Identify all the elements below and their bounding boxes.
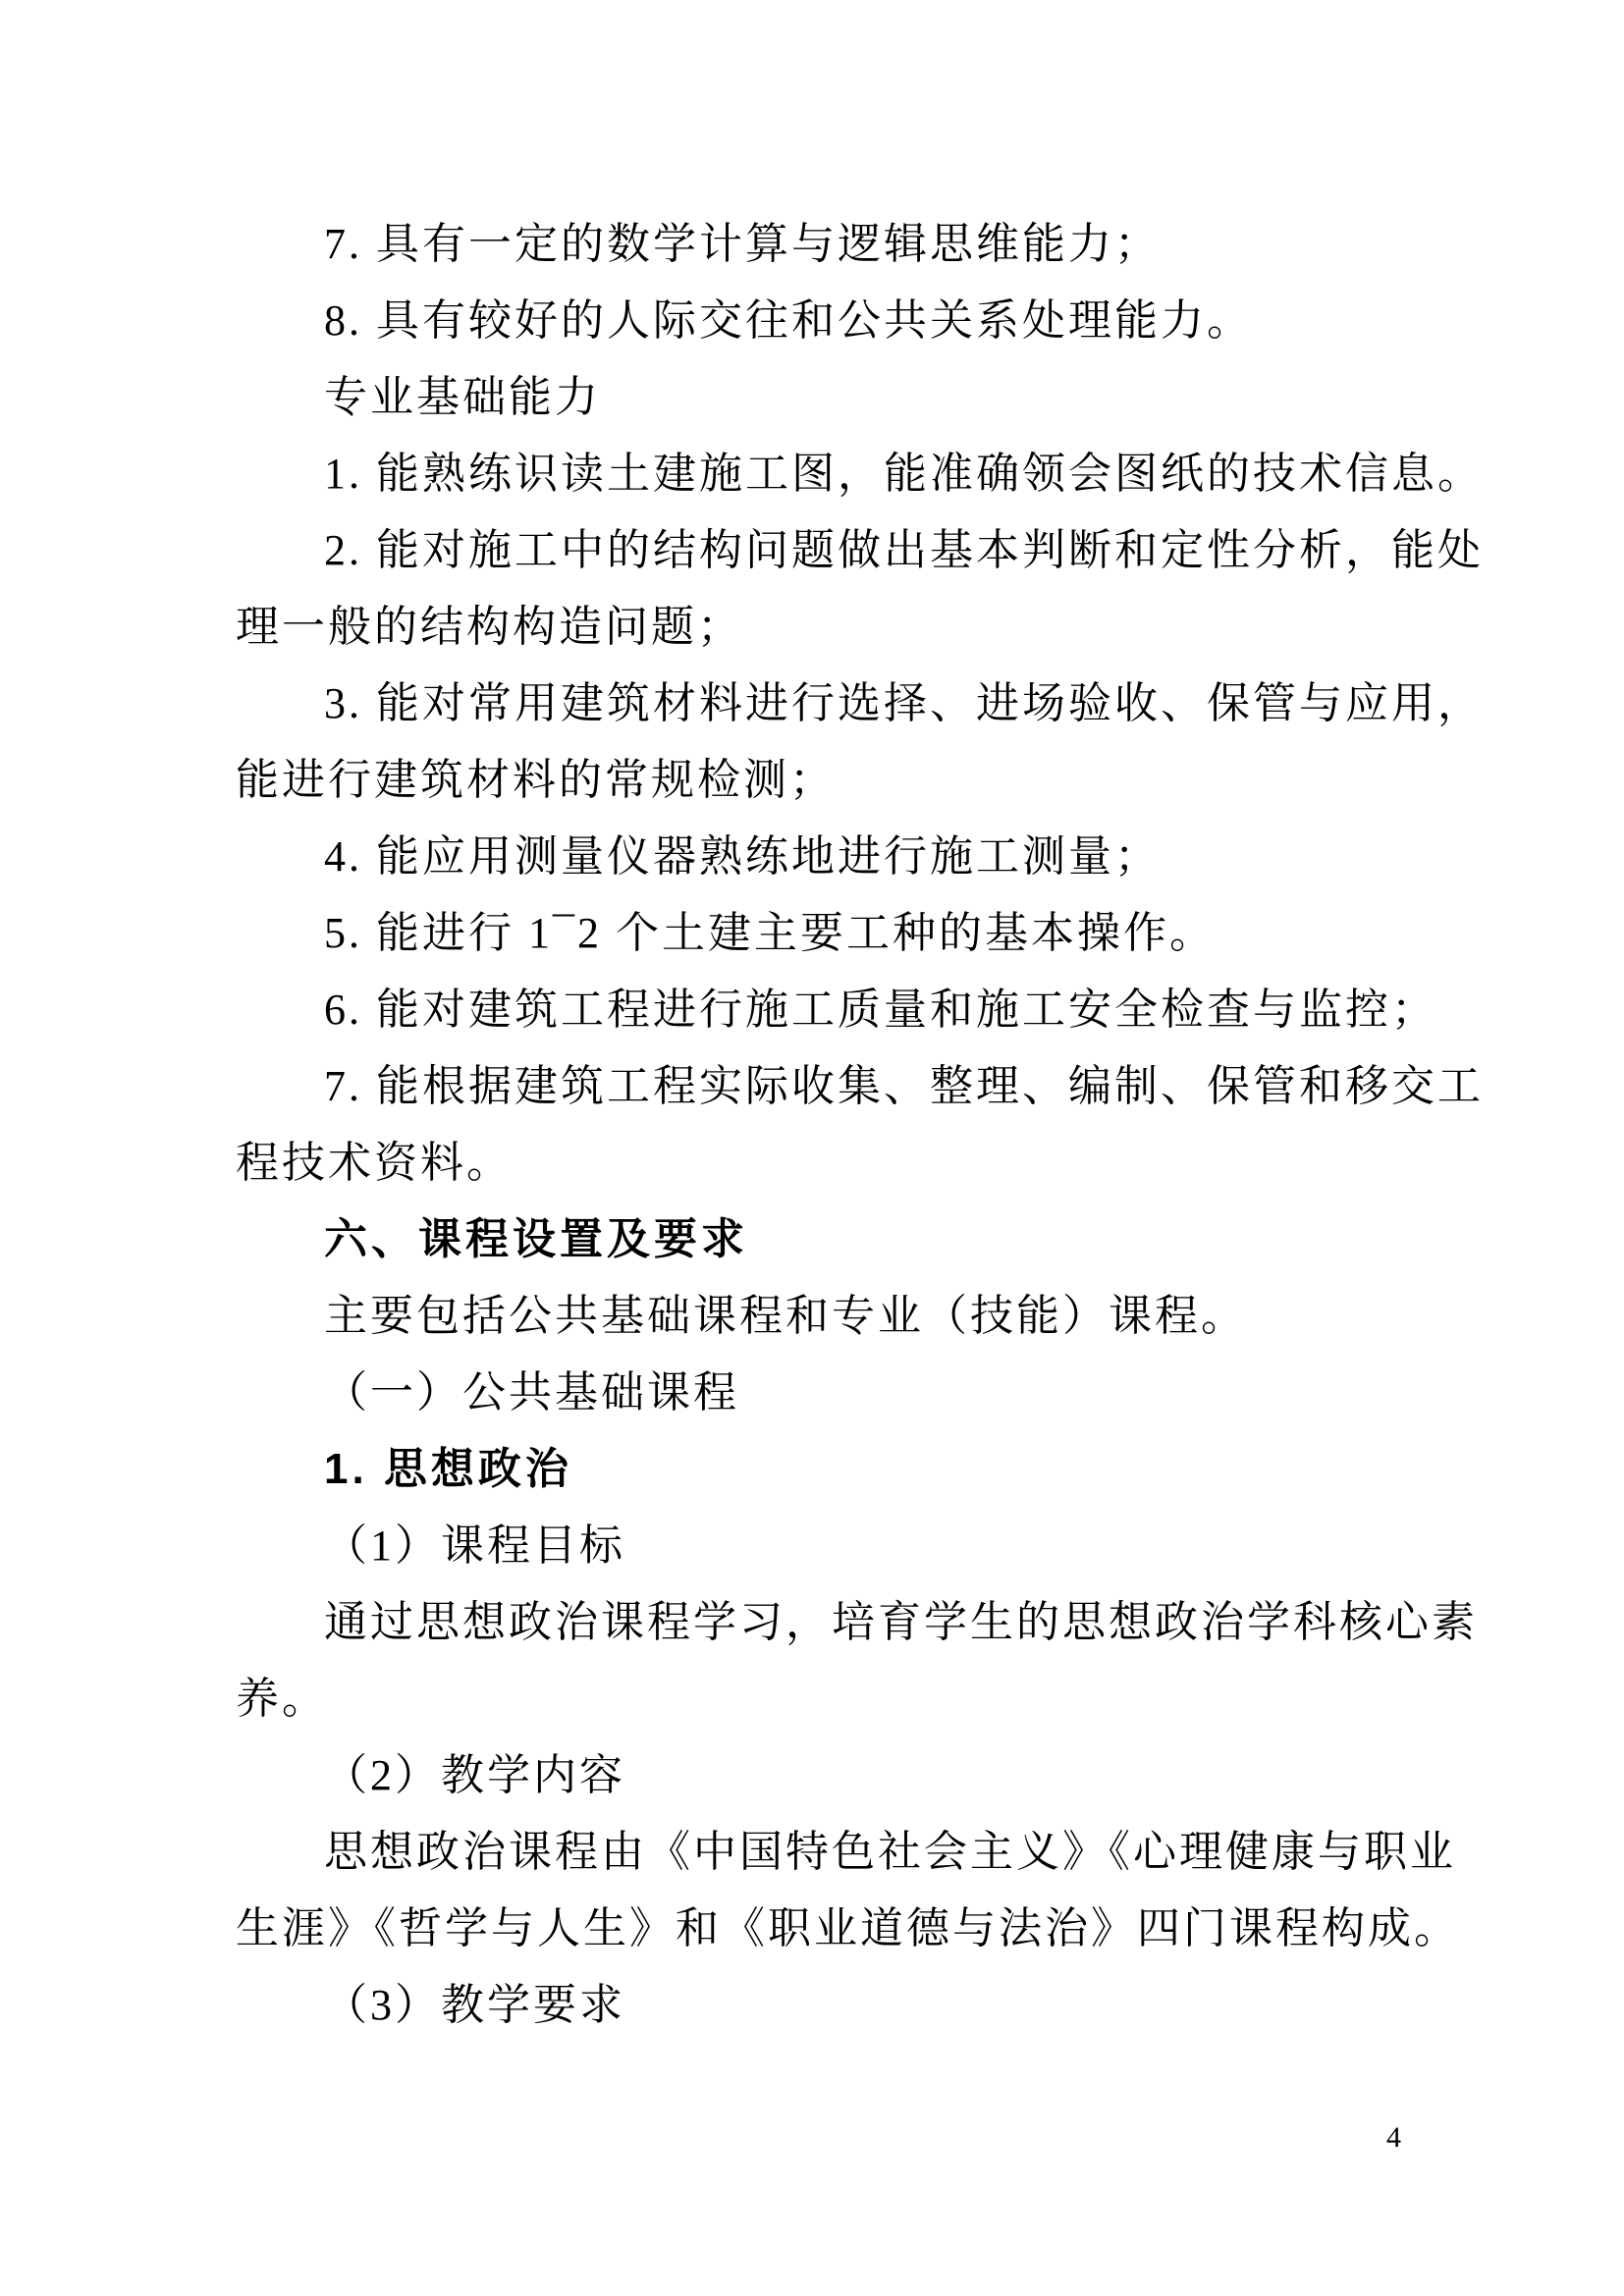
subheading-public-basic-courses: （一）公共基础课程 [324,1368,739,1416]
skill-item-2: 2. 能对施工中的结构问题做出基本判断和定性分析，能处 [324,526,1484,574]
skill-item-3-continuation: 能进行建筑材料的常规检测； [236,756,836,804]
ability-item-8: 8. 具有较好的人际交往和公共关系处理能力。 [324,296,1253,345]
skill-item-7-continuation: 程技术资料。 [236,1139,513,1187]
skill-item-7: 7. 能根据建筑工程实际收集、整理、编制、保管和移交工 [324,1062,1484,1110]
para-course-objectives: 通过思想政治课程学习，培育学生的思想政治学科核心素 [324,1598,1478,1646]
subheading-professional-basic-ability: 专业基础能力 [324,373,601,421]
skill-item-1: 1. 能熟练识读土建施工图，能准确领会图纸的技术信息。 [324,450,1484,498]
subheading-teaching-content: （2）教学内容 [324,1751,625,1799]
skill-item-2-continuation: 理一般的结构构造问题； [236,603,743,651]
subheading-course-objectives: （1）课程目标 [324,1522,625,1570]
skill-item-3: 3. 能对常用建筑材料进行选择、进场验收、保管与应用， [324,679,1484,727]
para-teaching-content-continuation: 生涯》《哲学与人生》和《职业道德与法治》四门课程构成。 [236,1904,1460,1952]
page-number: 4 [1386,2121,1401,2154]
skill-item-4: 4. 能应用测量仪器熟练地进行施工测量； [324,832,1161,881]
para-course-overview: 主要包括公共基础课程和专业（技能）课程。 [324,1292,1247,1340]
document-body [236,206,1484,2044]
ability-item-7: 7. 具有一定的数学计算与逻辑思维能力； [324,220,1161,268]
para-course-objectives-continuation: 养。 [236,1675,328,1723]
heading-course-setup-requirements: 六、课程设置及要求 [324,1215,748,1263]
subheading-teaching-requirements: （3）教学要求 [324,1981,625,2029]
skill-item-5: 5. 能进行 1¯2 个土建主要工种的基本操作。 [324,909,1216,957]
para-teaching-content: 思想政治课程由《中国特色社会主义》《心理健康与职业 [324,1828,1456,1876]
heading-ideological-politics: 1. 思想政治 [324,1445,572,1493]
skill-item-6: 6. 能对建筑工程进行施工质量和施工安全检查与监控； [324,986,1437,1034]
